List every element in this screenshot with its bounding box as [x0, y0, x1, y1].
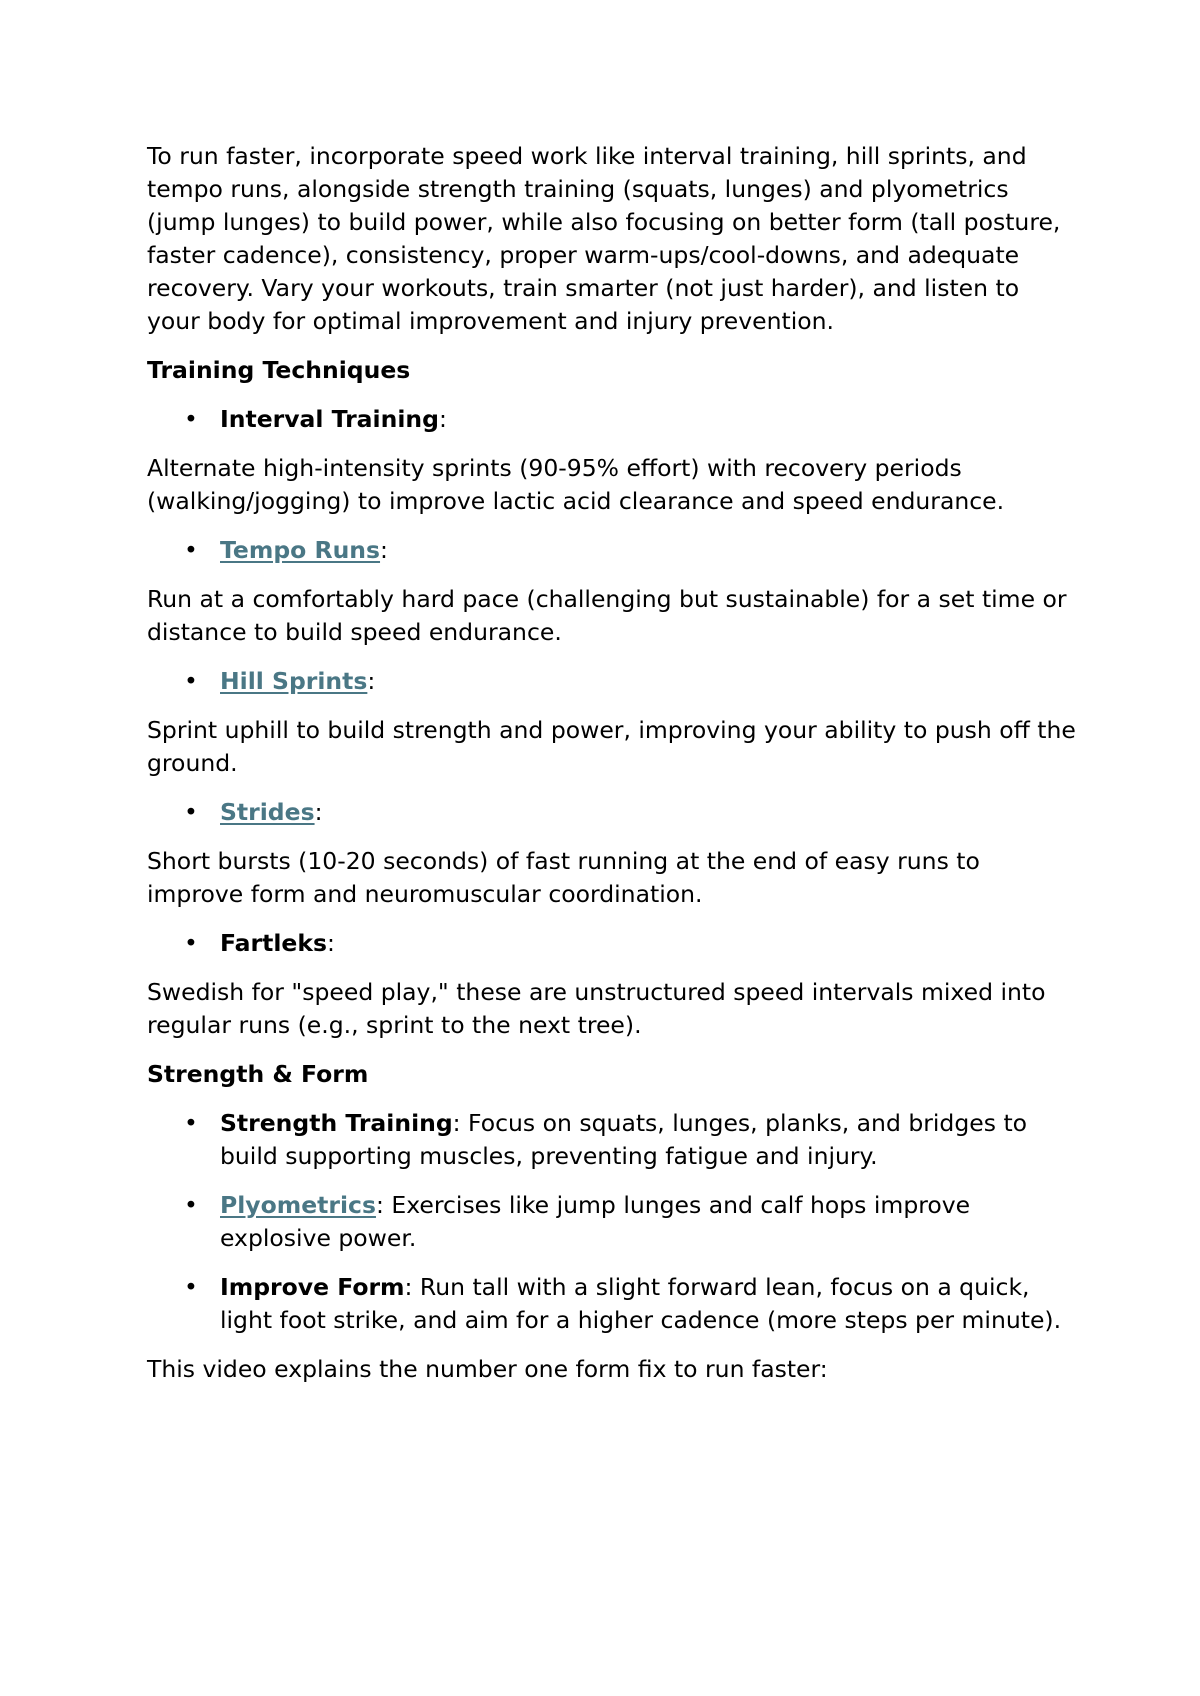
training-list-strides — [147, 796, 1077, 829]
desc-strides: Short bursts (10-20 seconds) of fast running at the end of easy runs to improve form and neuromuscular coordination. — [147, 847, 980, 908]
desc-tempo-runs: Run at a comfortably hard pace (challenging but sustainable) for a set time or distance to build speed endurance. — [147, 585, 1067, 646]
strength-form-heading: Strength & Form — [147, 1060, 369, 1088]
colon: : — [367, 667, 376, 695]
training-list-hill — [147, 665, 1077, 698]
list-item-fartleks — [147, 927, 1077, 960]
bullet-icon: • — [184, 536, 198, 564]
intro-paragraph: To run faster, incorporate speed work like interval training, hill sprints, and tempo runs, alongside strength training (squats, lunges) and plyometrics (jump lunges) to build power, while also focusing on better form (tall posture, faster cadence), consistency, proper warm-ups/cool-downs, and adequate recovery. Vary your workouts, train smarter (not just harder), and listen to your body for optimal improvement and injury prevention. — [147, 142, 1061, 335]
term-improve-form: Improve Form — [220, 1273, 405, 1301]
list-item-improve-form — [147, 1271, 1077, 1337]
training-techniques-heading: Training Techniques — [147, 356, 411, 384]
bullet-icon: • — [184, 1109, 198, 1137]
video-intro-text: This video explains the number one form fix to run faster: — [147, 1355, 828, 1383]
term-strength-training: Strength Training — [220, 1109, 453, 1137]
training-list-interval — [147, 403, 1077, 436]
training-list-fartleks — [147, 927, 1077, 960]
list-item-tempo-runs — [147, 534, 1077, 567]
colon: : — [314, 798, 323, 826]
bullet-icon: • — [184, 405, 198, 433]
strength-training-text: : Focus on squats, lunges, planks, and bridges to build supporting muscles, preventing fatigue and injury. — [220, 1109, 1028, 1170]
list-item-strength-training — [147, 1107, 1077, 1173]
tempo-runs-link[interactable]: Tempo Runs — [220, 536, 381, 564]
term-fartleks: Fartleks — [220, 929, 327, 957]
desc-fartleks: Swedish for "speed play," these are unstructured speed intervals mixed into regular runs (e.g., sprint to the next tree). — [147, 978, 1046, 1039]
plyometrics-text: : Exercises like jump lunges and calf hops improve explosive power. — [220, 1191, 971, 1252]
colon: : — [438, 405, 447, 433]
bullet-icon: • — [184, 798, 198, 826]
plyometrics-link[interactable]: Plyometrics — [220, 1191, 376, 1219]
improve-form-text: : Run tall with a slight forward lean, focus on a quick, light foot strike, and aim for a higher cadence (more steps per minute). — [220, 1273, 1062, 1334]
bullet-icon: • — [184, 1273, 198, 1301]
desc-hill-sprints: Sprint uphill to build strength and power, improving your ability to push off the ground. — [147, 716, 1076, 777]
colon: : — [380, 536, 388, 564]
list-item-plyometrics — [147, 1189, 1077, 1255]
strength-list — [147, 1107, 1077, 1337]
list-item-interval-training — [147, 403, 1077, 436]
bullet-icon: • — [184, 929, 198, 957]
list-item-strides — [147, 796, 1077, 829]
bullet-icon: • — [184, 1191, 198, 1219]
training-list-tempo — [147, 534, 1077, 567]
bullet-icon: • — [184, 667, 198, 695]
strides-link[interactable]: Strides — [220, 798, 315, 826]
colon: : — [326, 929, 335, 957]
term-interval-training: Interval Training — [220, 405, 439, 433]
hill-sprints-link[interactable]: Hill Sprints — [220, 667, 368, 695]
desc-interval-training: Alternate high-intensity sprints (90-95% effort) with recovery periods (walking/jogging) to improve lactic acid clearance and speed endurance. — [147, 454, 1005, 515]
list-item-hill-sprints — [147, 665, 1077, 698]
document-page — [147, 140, 1077, 1402]
